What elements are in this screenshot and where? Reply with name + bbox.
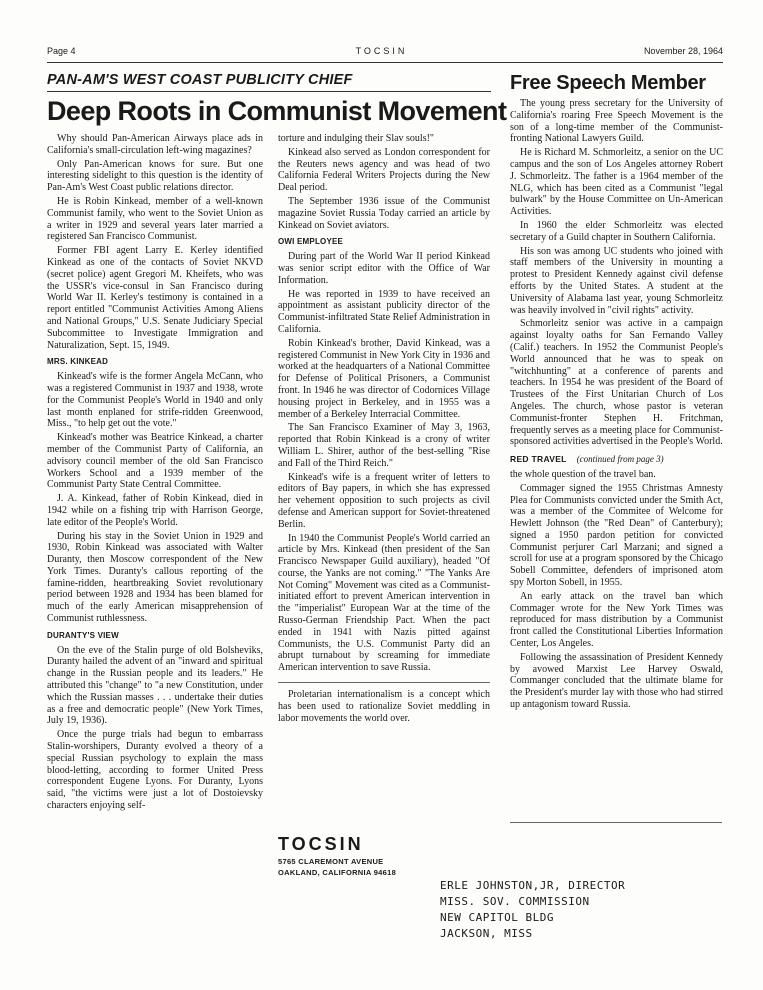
- paragraph: Kinkead's wife is the former Angela McCann, who was a registered Communist in 1937 and 1938, wrote for the Communist People's World in 1940 and only last month enplaned for strife-ridden Greenwood, Miss., "to help get out the vote.": [47, 371, 263, 430]
- page-number: Page 4: [47, 46, 76, 56]
- subhead-durantys-view: DURANTY'S VIEW: [47, 630, 119, 640]
- article-column-1: [47, 133, 263, 814]
- kicker: PAN-AM'S WEST COAST PUBLICITY CHIEF: [47, 72, 353, 88]
- paragraph: Once the purge trials had begun to embarrass Stalin-worshipers, Duranty evolved a theory of a special Russian psychology to explain the mass blood-letting, according to former United Press correspondent Eugene Lyons. For Duranty, Lyons said, "the victims were just a lot of Dostoievsky characters enjoying self-: [47, 729, 263, 812]
- paragraph: Following the assassination of President Kennedy by avowed Marxist Lee Harvey Oswald, Commanger concluded that the ultimate blame for the President's murder lay with those who had stirred up antagonism toward Russia.: [510, 651, 723, 711]
- paragraph: Proletarian internationalism is a concept which has been used to rationalize Soviet meddling in labor movements the world over.: [278, 689, 490, 724]
- page-header: [0, 46, 763, 60]
- column-divider: [278, 682, 490, 683]
- paragraph: Former FBI agent Larry E. Kerley identified Kinkead as one of the contacts of Soviet NKVD (secret police) agent Gregori M. Kheifets, who was the USSR's vice-consul in San Francisco during World War II. Kerley's testimony is contained in a report entitled "Communist Activities Among Aliens and National Groups," U.S. Senate Judiciary Special Subcommittee to Investigate Immigration and Naturalization, Sept. 15, 1949.: [47, 245, 263, 351]
- issue-date: November 28, 1964: [643, 46, 723, 56]
- paragraph: The September 1936 issue of the Communist magazine Soviet Russia Today carried an article by Kinkead on Soviet aviators.: [278, 195, 490, 231]
- paragraph: An early attack on the travel ban which Commager wrote for the New York Times was reproduced for mass distribution by a Communist front called the Constitutional Liberties Information Center, Los Angeles.: [510, 590, 723, 650]
- publisher-street: 5765 CLAREMONT AVENUE: [278, 857, 384, 866]
- paragraph: Kinkead's mother was Beatrice Kinkead, a charter member of the Communist Party of California, an advisory council member of the old San Francisco Workers School and a 1939 member of the Communist Party State Central Committee.: [47, 432, 263, 491]
- paragraph: the whole question of the travel ban.: [510, 468, 656, 480]
- kicker-rule: [47, 91, 491, 92]
- paragraph: In 1940 the Communist People's World carried an article by Mrs. Kinkead (then president of the San Francisco Newspaper Guild auxiliary), headed "Of course, the Yanks are not coming." "The Yanks Are Not Coming" Movement was cited as a Communist-initiated effort to prevent American intervention in the "imperialist" European War at the time of the Russo-German Friendship Pact. When the pact ended in 1941 with Nazis pitted against Communists, the U.S. Communist Party did an abrupt turnabout by screaming for immediate American intervention to save Russia.: [278, 532, 490, 674]
- red-travel-label: RED TRAVEL: [510, 454, 567, 465]
- paragraph: Robin Kinkead's brother, David Kinkead, was a registered Communist in New York City in 1936 and worked at the headquarters of a National Committee for Defense of Political Prisoners, a Communist front. In 1946 he was director of Codornices Village housing project in Berkeley, and in 1955 was a member of a Berkeley Interracial Committee.: [278, 337, 490, 420]
- paragraph: Why should Pan-American Airways place ads in California's small-circulation left-wing magazines?: [47, 133, 263, 156]
- paragraph: Kinkead also served as London correspondent for the Reuters news agency and was head of two California Federal Writers Projects during the New Deal period.: [278, 146, 490, 194]
- address-line: NEW CAPITOL BLDG: [440, 911, 554, 924]
- address-line: MISS. SOV. COMMISSION: [440, 895, 590, 908]
- paragraph: During part of the World War II period Kinkead was senior script editor with the Office of War Information.: [278, 251, 490, 286]
- subhead-mrs-kinkead: MRS. KINKEAD: [47, 357, 109, 367]
- paragraph: His son was among UC students who joined with staff members of the University in mounting a protest to President Kennedy against civil defense efforts by the United States. A student at the University of Alabama last year, young Schmorleitz was heavily involved in "civil rights" activity.: [510, 245, 723, 316]
- publisher-city: OAKLAND, CALIFORNIA 94618: [278, 868, 397, 877]
- subhead-owi-employee: OWI EMPLOYEE: [278, 237, 344, 247]
- masthead-name: TOCSIN: [355, 46, 408, 56]
- paragraph: Only Pan-American knows for sure. But one interesting sidelight to this question is the identity of Pan-Am's West Coast public relations director.: [47, 158, 263, 194]
- article-column-2: [278, 133, 490, 726]
- mailing-address-label: [440, 878, 625, 942]
- publisher-name: TOCSIN: [278, 834, 364, 854]
- address-line: ERLE JOHNSTON,JR, DIRECTOR: [440, 879, 626, 892]
- paragraph: In 1960 the elder Schmorleitz was elected secretary of a Guild chapter in Southern California.: [510, 219, 723, 243]
- paragraph: Schmorleitz senior was active in a campaign against loyalty oaths for San Fernando Valley (Calif.) teachers. In 1952 the Communist People's World announced that he was to speak on "witchhunting" at a conference of parents and teachers. In 1954 he was president of the Board of Trustees of the First Unitarian Church of Los Angeles. The church, whose pastor is veteran Communist-fronter Stephen H. Fritchman, frequently serves as a meeting place for Communist-sponsored activities advertised in the People's World.: [510, 318, 723, 448]
- continued-note: (continued from page 3): [576, 454, 664, 465]
- main-headline: Deep Roots in Communist Movement: [47, 96, 507, 126]
- paragraph: Kinkead's wife is a frequent writer of letters to editors of Bay papers, in which she has expressed her vehement opposition to such projects as civil defense and American support for Soviet-threatened Berlin.: [278, 471, 490, 530]
- paragraph: He is Robin Kinkead, member of a well-known Communist family, who went to the Soviet Union as a writer in 1929 and several years later married a registered San Francisco Communist.: [47, 195, 263, 243]
- red-travel-heading: [510, 454, 723, 466]
- address-line: JACKSON, MISS: [440, 927, 533, 940]
- paragraph: J. A. Kinkead, father of Robin Kinkead, died in 1942 while on a fishing trip with Harrison George, late editor of the People's World.: [47, 493, 263, 528]
- paragraph: He was reported in 1939 to have received an appointment as assistant publicity director of the Communist-infiltrated State Relief Administration in California.: [278, 288, 490, 335]
- paragraph: The San Francisco Examiner of May 3, 1963, reported that Robin Kinkead is a crony of writer William L. Shirer, author of the best-selling "Rise and Fall of the Third Reich.": [278, 422, 490, 469]
- header-rule: [47, 62, 723, 63]
- paragraph: During his stay in the Soviet Union in 1929 and 1930, Robin Kinkead was associated with Walter Duranty, then Moscow correspondent of the New York Times. Duranty's callous reporting of the famine-ridden, heartbreaking Soviet revolutionary period between 1928 and 1934 has been blamed for much of the early American misapprehension of Communist ruthlessness.: [47, 530, 263, 625]
- side-headline: Free Speech Member: [510, 72, 706, 94]
- article-column-3: [510, 98, 723, 713]
- paragraph: He is Richard M. Schmorleitz, a senior on the UC campus and the son of Los Angeles attorney Robert J. Schmorleitz. The father is a 1964 member of the NLG, which has been cited as a Communist "legal bulwark" by the House Committee on Un-American Activities.: [510, 147, 723, 218]
- paragraph: The young press secretary for the University of California's roaring Free Speech Movement is the son of a long-time member of the Communist-fronting National Lawyers Guild.: [510, 98, 723, 145]
- publisher-address-block: [278, 834, 498, 877]
- paragraph: On the eve of the Stalin purge of old Bolsheviks, Duranty hailed the advent of an "inward and spiritual change in the Russian people and its leaders." He attributed this "change" to "a new Constitution, under which the Russian masses . . . undertake their duties as a free and democratic people" (New York Times, July 19, 1936).: [47, 644, 263, 727]
- column-end-rule: [510, 822, 722, 823]
- paragraph: Commager signed the 1955 Christmas Amnesty Plea for Communists convicted under the Smith Act, was a member of the Commitee of Welcome for Hewlett Johnson (the "Red Dean" of Canterbury); signed a 1950 pardon petition for convicted Communist perjurer Carl Marzani; and signed a scroll for use at a program sponsored by the Chicago Sobell Committee, defenders of imprisoned atom spy Morton Sobell, in 1955.: [510, 482, 723, 589]
- paragraph: torture and indulging their Slav souls!": [278, 133, 435, 144]
